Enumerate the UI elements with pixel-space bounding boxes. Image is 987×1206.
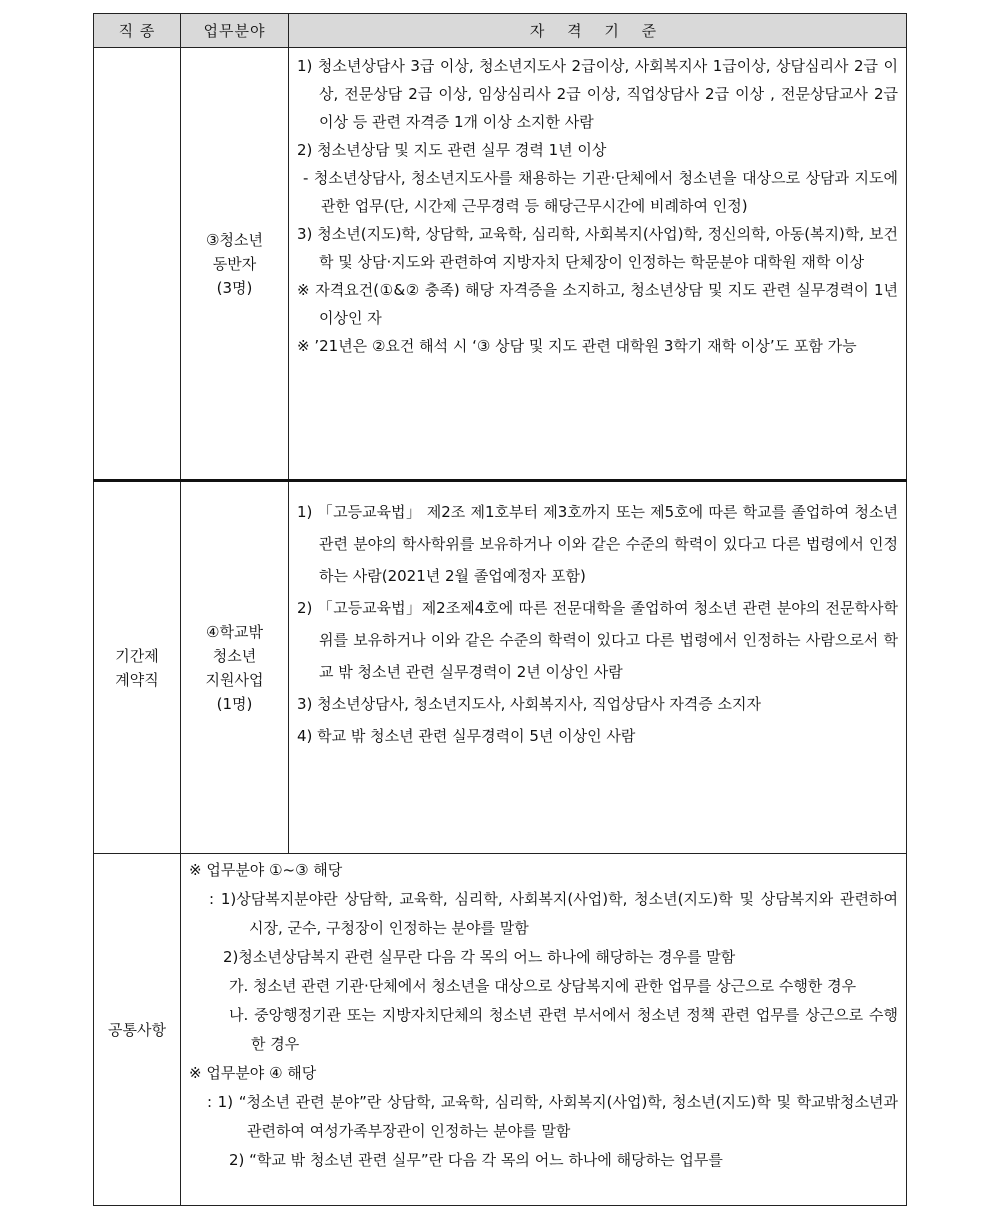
common-note-line: 2) “학교 밖 청소년 관련 실무”란 다음 각 목의 어느 하나에 해당하는 업무를	[229, 1151, 723, 1169]
common-note-line: 2)청소년상담복지 관련 실무란 다음 각 목의 어느 하나에 해당하는 경우를 말함	[223, 948, 736, 966]
qualification-item: 3) 청소년상담사, 청소년지도사, 사회복지사, 직업상담사 자격증 소지자	[297, 695, 762, 713]
qualification-table	[93, 13, 907, 1206]
common-note-line: 나. 중앙행정기관 또는 지방자치단체의 청소년 관련 부서에서 청소년 정책 관련 업무를 상근으로 수행한 경우	[229, 1006, 898, 1053]
job-type-cell: 공통사항	[94, 854, 181, 1206]
qualification-item: 1) 청소년상담사 3급 이상, 청소년지도사 2급이상, 사회복지사 1급이상, 상담심리사 2급 이상, 전문상담 2급 이상, 임상심리사 2급 이상, 직업상담사 2급 이상 , 전문상담교사 2급 이상 등 관련 자격증 1개 이상 소지한 사람	[297, 57, 898, 131]
header-qualification: 자 격 기 준	[289, 14, 907, 48]
common-note-line: : 1) “청소년 관련 분야”란 상담학, 교육학, 심리학, 사회복지(사업)학, 청소년(지도)학 및 학교밖청소년과 관련하여 여성가족부장관이 인정하는 분야를 말함	[207, 1093, 898, 1140]
qualification-cell	[289, 48, 907, 481]
qualification-item: 3) 청소년(지도)학, 상담학, 교육학, 심리학, 사회복지(사업)학, 정신의학, 아동(복지)학, 보건학 및 상담·지도와 관련하여 지방자치 단체장이 인정하는 학문분야 대학원 재학 이상	[297, 225, 898, 271]
qualification-item: 4) 학교 밖 청소년 관련 실무경력이 5년 이상인 사람	[297, 727, 636, 745]
qualification-item: 2) 청소년상담 및 지도 관련 실무 경력 1년 이상	[297, 141, 607, 159]
table-row	[94, 854, 907, 1206]
job-type-cell: 기간제 계약직	[94, 481, 181, 854]
qualification-note: ※ 자격요건(①&② 충족) 해당 자격증을 소지하고, 청소년상담 및 지도 관련 실무경력이 1년 이상인 자	[297, 281, 898, 327]
header-work-field: 업무분야	[181, 14, 289, 48]
common-note-heading: ※ 업무분야 ④ 해당	[189, 1064, 317, 1082]
common-note-line: 가. 청소년 관련 기관·단체에서 청소년을 대상으로 상담복지에 관한 업무를 상근으로 수행한 경우	[229, 977, 857, 995]
job-type-cell-top	[94, 48, 181, 481]
header-job-type: 직 종	[94, 14, 181, 48]
common-notes-cell	[181, 854, 907, 1206]
table-row	[94, 481, 907, 854]
common-note-heading: ※ 업무분야 ①~③ 해당	[189, 861, 343, 879]
qualification-cell	[289, 481, 907, 854]
work-field-cell: ③청소년 동반자 (3명)	[181, 48, 289, 481]
qualification-item: 1) 「고등교육법」 제2조 제1호부터 제3호까지 또는 제5호에 따른 학교를 졸업하여 청소년 관련 분야의 학사학위를 보유하거나 이와 같은 수준의 학력이 있다고 다른 법령에서 인정하는 사람(2021년 2월 졸업예정자 포함)	[297, 503, 898, 585]
common-note-line: : 1)상담복지분야란 상담학, 교육학, 심리학, 사회복지(사업)학, 청소년(지도)학 및 상담복지와 관련하여 시장, 군수, 구청장이 인정하는 분야를 말함	[209, 890, 898, 937]
qualification-note: ※ ’21년은 ②요건 해석 시 ‘③ 상담 및 지도 관련 대학원 3학기 재학 이상’도 포함 가능	[297, 337, 857, 355]
qualification-item: 2) 「고등교육법」제2조제4호에 따른 전문대학을 졸업하여 청소년 관련 분야의 전문학사학위를 보유하거나 이와 같은 수준의 학력이 있다고 다른 법령에서 인정하는 사람으로서 학교 밖 청소년 관련 실무경력이 2년 이상인 사람	[297, 599, 898, 681]
header-row	[94, 14, 907, 48]
work-field-cell: ④학교밖 청소년 지원사업 (1명)	[181, 481, 289, 854]
qualification-subitem: - 청소년상담사, 청소년지도사를 채용하는 기관·단체에서 청소년을 대상으로 상담과 지도에 관한 업무(단, 시간제 근무경력 등 해당근무시간에 비례하여 인정)	[303, 169, 898, 215]
table-row	[94, 48, 907, 481]
